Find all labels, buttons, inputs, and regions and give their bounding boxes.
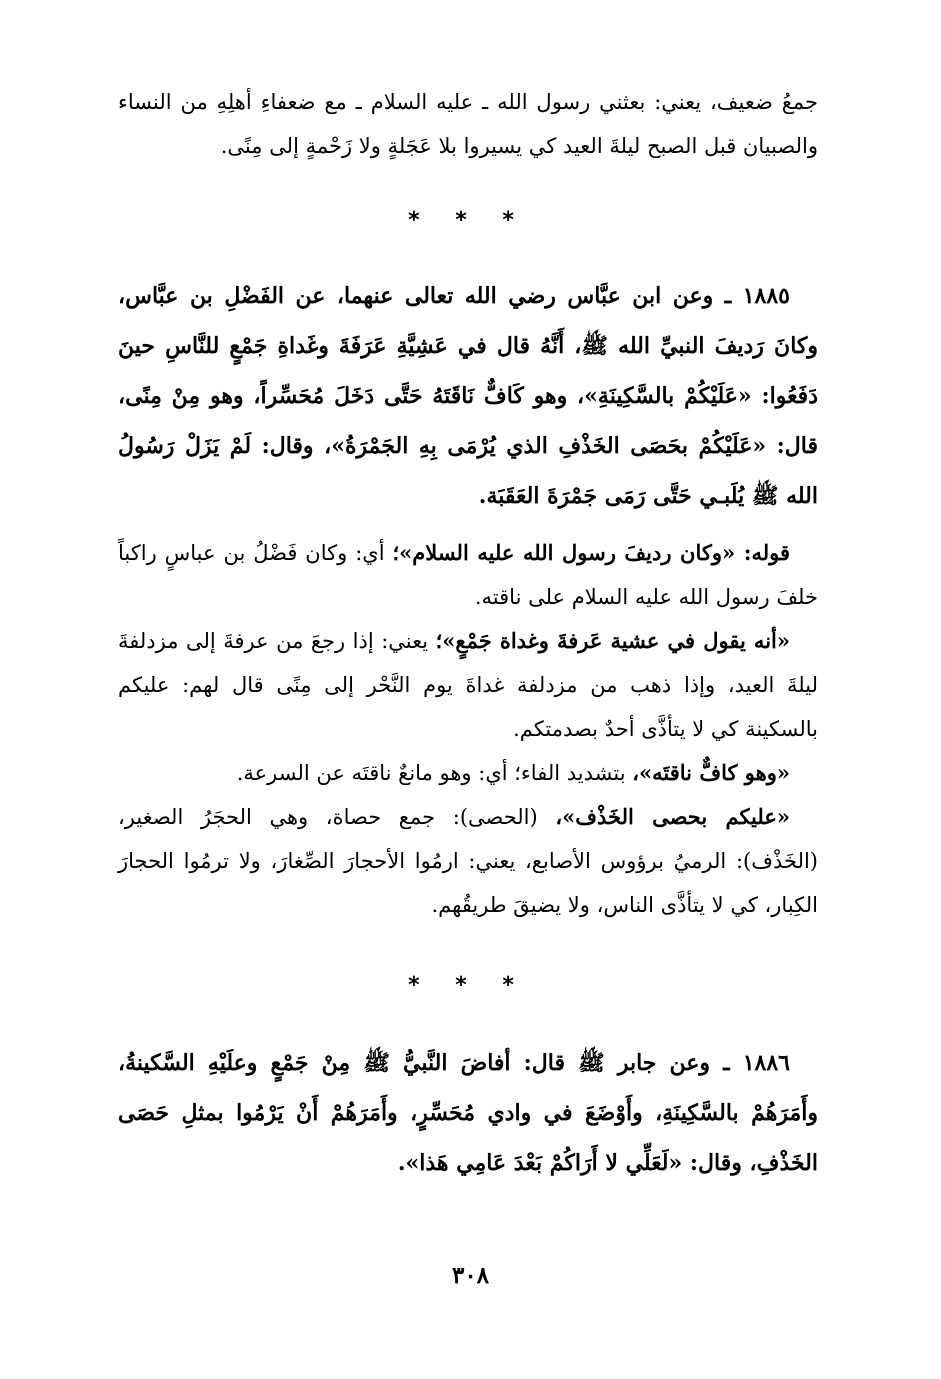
hadith-1885: ١٨٨٥ ـ وعن ابن عبَّاس رضي الله تعالى عنهما، عن الفَضْلِ بن عبَّاس، وكانَ رَديفَ النبيِّ الله ﷺ، أَنَّهُ قال في عَشِيَّةِ عَرَفَةَ وغَداةِ جَمْعٍ للنَّاسِ حينَ دَفَعُوا: «عَلَيْكُمْ بالسَّكِينَةِ»، وهو كَافٌّ نَاقَتَهُ حَتَّى دَخَلَ مُحَسِّراً، وهو مِنْ مِنًى، قال: «عَلَيْكُمْ بحَصَى الخَذْفِ الذي يُرْمَى بِهِ الجَمْرَةُ»، وقال: لَمْ يَزَلْ رَسُولُ الله ﷺ يُلَبـي حَتَّى رَمَى جَمْرَةَ العَقَبَة. <box>118 283 818 509</box>
commentary-text-2: يعني: إذا رجعَ من عرفةَ إلى مزدلفةَ ليلةَ العيد، وإذا ذهب من مزدلفة غداةَ يوم النَّحْر إلى مِنًى قال لهم: عليكم بالسكينة كي لا يتأذَّى أحدٌ بصدمتكم. <box>118 629 818 741</box>
section-separator: * * * <box>408 208 528 233</box>
commentary-paragraph-2 <box>118 619 818 751</box>
commentary-quote-4: «عليكم بحصى الخَذْف»، <box>555 804 790 829</box>
section-separator-2: * * * <box>408 973 528 998</box>
commentary-text-1: أي: وكان فَضْلُ بن عباسٍ راكباً خلفَ رسول الله عليه السلام على ناقته. <box>118 541 818 609</box>
commentary-text-4: (الحصى): جمع حصاة، وهي الحجَرُ الصغير، (الخَذْف): الرميُ برؤوس الأصابع، يعني: ارمُوا الأحجارَ الصِّغارَ، ولا ترمُوا الحجارَ الكِبار، كي لا يتأذَّى الناس، ولا يضيقَ طريقُهم. <box>118 805 818 917</box>
commentary-paragraph-4 <box>118 795 818 927</box>
commentary-paragraph-1 <box>118 531 818 619</box>
intro-paragraph: جمعُ ضعيف، يعني: بعثني رسول الله ـ عليه السلام ـ مع ضعفاءِ أهلِهِ من النساء والصبيان قبل الصبح ليلةَ العيد كي يسيروا بلا عَجَلةٍ ولا زَحْمةٍ إلى مِنًى. <box>118 90 818 158</box>
commentary-quote-1: قوله: «وكان رديفَ رسول الله عليه السلام»؛ <box>392 540 790 565</box>
commentary-quote-2: «أنه يقول في عشية عَرفةَ وغداة جَمْعٍ»؛ <box>435 628 790 653</box>
commentary-quote-3: «وهو كافٌّ ناقتَه»، <box>632 760 790 785</box>
commentary-text-3: بتشديد الفاء؛ أي: وهو مانعٌ ناقتَه عن السرعة. <box>236 761 633 785</box>
page-body <box>118 80 818 1188</box>
commentary-paragraph-3 <box>118 751 818 795</box>
hadith-1886: ١٨٨٦ ـ وعن جابر ﷺ قال: أفاضَ النَّبيُّ ﷺ مِنْ جَمْعٍ وعلَيْهِ السَّكينةُ، وأَمَرَهُمْ بالسَّكِينَةِ، وأَوْضَعَ في وادي مُحَسِّرٍ، وأَمَرَهُمْ أَنْ يَرْمُوا بمثلِ حَصَى الخَذْفِ، وقال: «لَعَلِّي لا أَرَاكُمْ بَعْدَ عَامِي هَذا». <box>118 1050 818 1176</box>
page-number: ٣٠٨ <box>451 1262 490 1289</box>
